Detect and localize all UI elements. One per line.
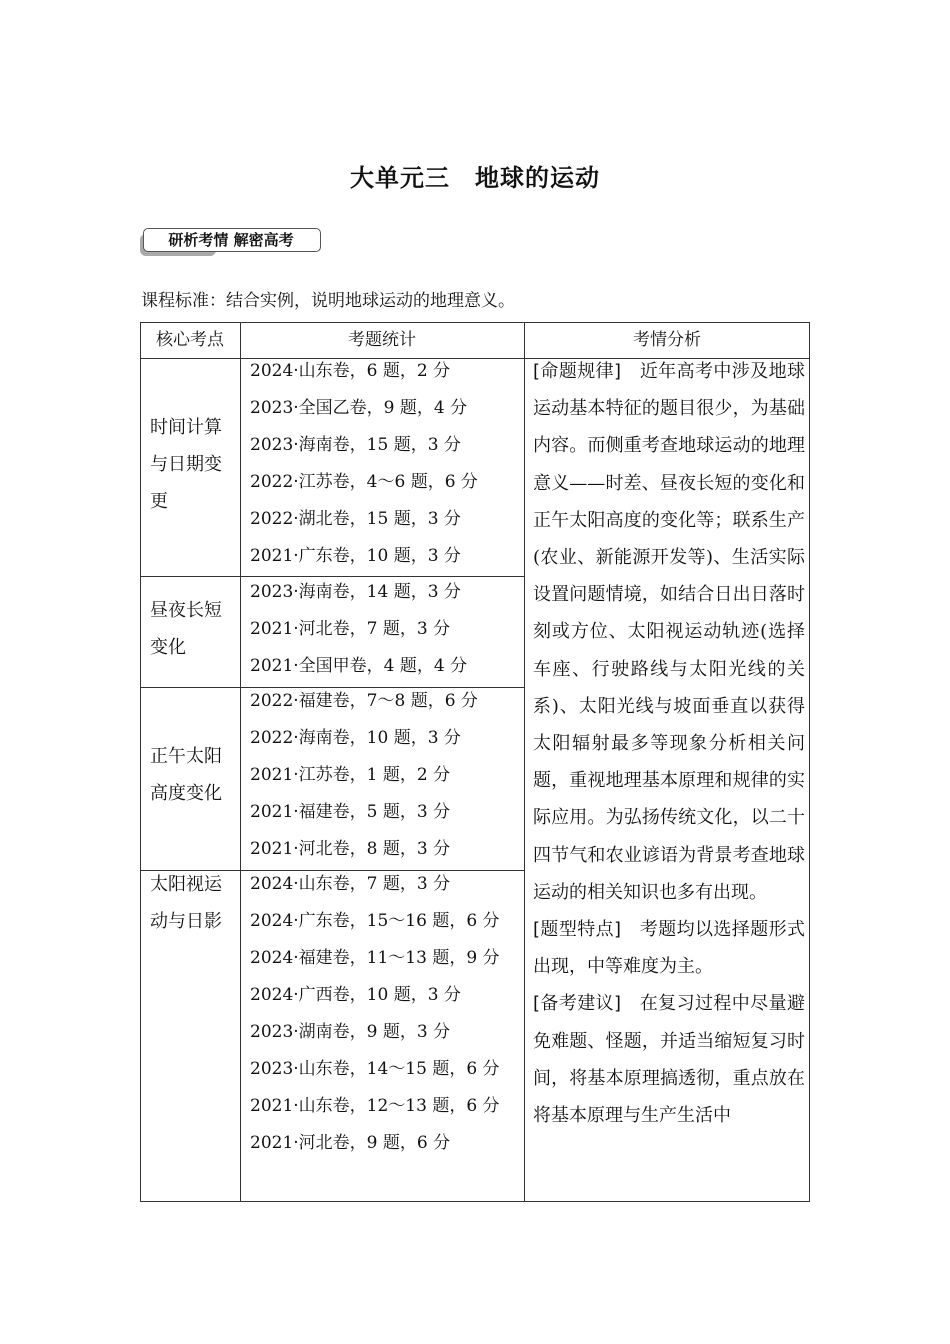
topic-sun-path-shadow: 太阳视运动与日影	[150, 874, 222, 932]
curriculum-standard: 课程标准：结合实例，说明地球运动的地理意义。	[141, 291, 515, 311]
header-exam-statistics: 考题统计	[348, 330, 416, 350]
analysis-body: 考题均以选择题形式出现，中等难度为主。	[533, 919, 805, 978]
exam-record: 2022·湖北卷，15 题，3 分	[250, 509, 461, 529]
exam-record: 2021·福建卷，5 题，3 分	[250, 802, 451, 822]
exam-record: 2024·广东卷，15～16 题，6 分	[250, 911, 500, 931]
banner-label: 研析考情 解密高考	[168, 231, 294, 249]
exam-record: 2023·山东卷，14～15 题，6 分	[250, 1059, 500, 1079]
analysis-paragraph	[533, 911, 805, 985]
exam-record: 2021·河北卷，8 题，3 分	[250, 839, 451, 859]
header-core-topic: 核心考点	[156, 330, 224, 350]
analysis-paragraph	[533, 353, 805, 911]
topic-day-length: 昼夜长短变化	[150, 600, 222, 658]
column-divider	[240, 322, 241, 1202]
exam-record: 2023·海南卷，14 题，3 分	[250, 582, 461, 602]
exam-record: 2024·山东卷，6 题，2 分	[250, 361, 451, 381]
exam-record: 2021·全国甲卷，4 题，4 分	[250, 656, 468, 676]
header-analysis: 考情分析	[633, 330, 701, 350]
exam-record: 2024·广西卷，10 题，3 分	[250, 985, 461, 1005]
column-divider	[524, 322, 525, 1202]
exam-record: 2024·福建卷，11～13 题，9 分	[250, 948, 500, 968]
exam-record: 2021·河北卷，9 题，6 分	[250, 1133, 451, 1153]
exam-record: 2024·山东卷，7 题，3 分	[250, 874, 451, 894]
exam-record: 2022·海南卷，10 题，3 分	[250, 728, 461, 748]
exam-record: 2023·海南卷，15 题，3 分	[250, 435, 461, 455]
analysis-text	[533, 353, 805, 1134]
analysis-tag: [命题规律]	[533, 361, 622, 382]
exam-record: 2022·江苏卷，4～6 题，6 分	[250, 472, 478, 492]
exam-record: 2021·广东卷，10 题，3 分	[250, 546, 461, 566]
analysis-tag: [备考建议]	[533, 993, 622, 1015]
topic-time-date: 时间计算与日期变更	[150, 417, 222, 512]
exam-record: 2021·河北卷，7 题，3 分	[250, 619, 451, 639]
section-banner	[140, 228, 322, 258]
analysis-tag: [题型特点]	[533, 919, 622, 941]
analysis-body: 近年高考中涉及地球运动基本特征的题目很少，为基础内容。而侧重考查地球运动的地理意义——时差、昼夜长短的变化和正午太阳高度的变化等；联系生产(农业、新能源开发等)、生活实际设置问题情境，如结合日出日落时刻或方位、太阳视运动轨迹(选择车座、行驶路线与太阳光线的关系)、太阳光线与坡面垂直以获得太阳辐射最多等现象分析相关问题，重视地理基本原理和规律的实际应用。为弘扬传统文化，以二十四节气和农业谚语为背景考查地球运动的相关知识也多有出现。	[533, 361, 805, 903]
topic-noon-sun-altitude: 正午太阳高度变化	[150, 746, 222, 804]
page-title: 大单元三 地球的运动	[350, 164, 600, 192]
exam-record: 2023·湖南卷，9 题，3 分	[250, 1022, 451, 1042]
exam-record: 2021·江苏卷，1 题，2 分	[250, 765, 451, 785]
exam-record: 2022·福建卷，7～8 题，6 分	[250, 691, 478, 711]
exam-record: 2023·全国乙卷，9 题，4 分	[250, 398, 468, 418]
analysis-paragraph	[533, 985, 805, 1134]
exam-record: 2021·山东卷，12～13 题，6 分	[250, 1096, 500, 1116]
analysis-body: 在复习过程中尽量避免难题、怪题，并适当缩短复习时间，将基本原理搞透彻，重点放在将基本原理与生产生活中	[533, 993, 805, 1127]
